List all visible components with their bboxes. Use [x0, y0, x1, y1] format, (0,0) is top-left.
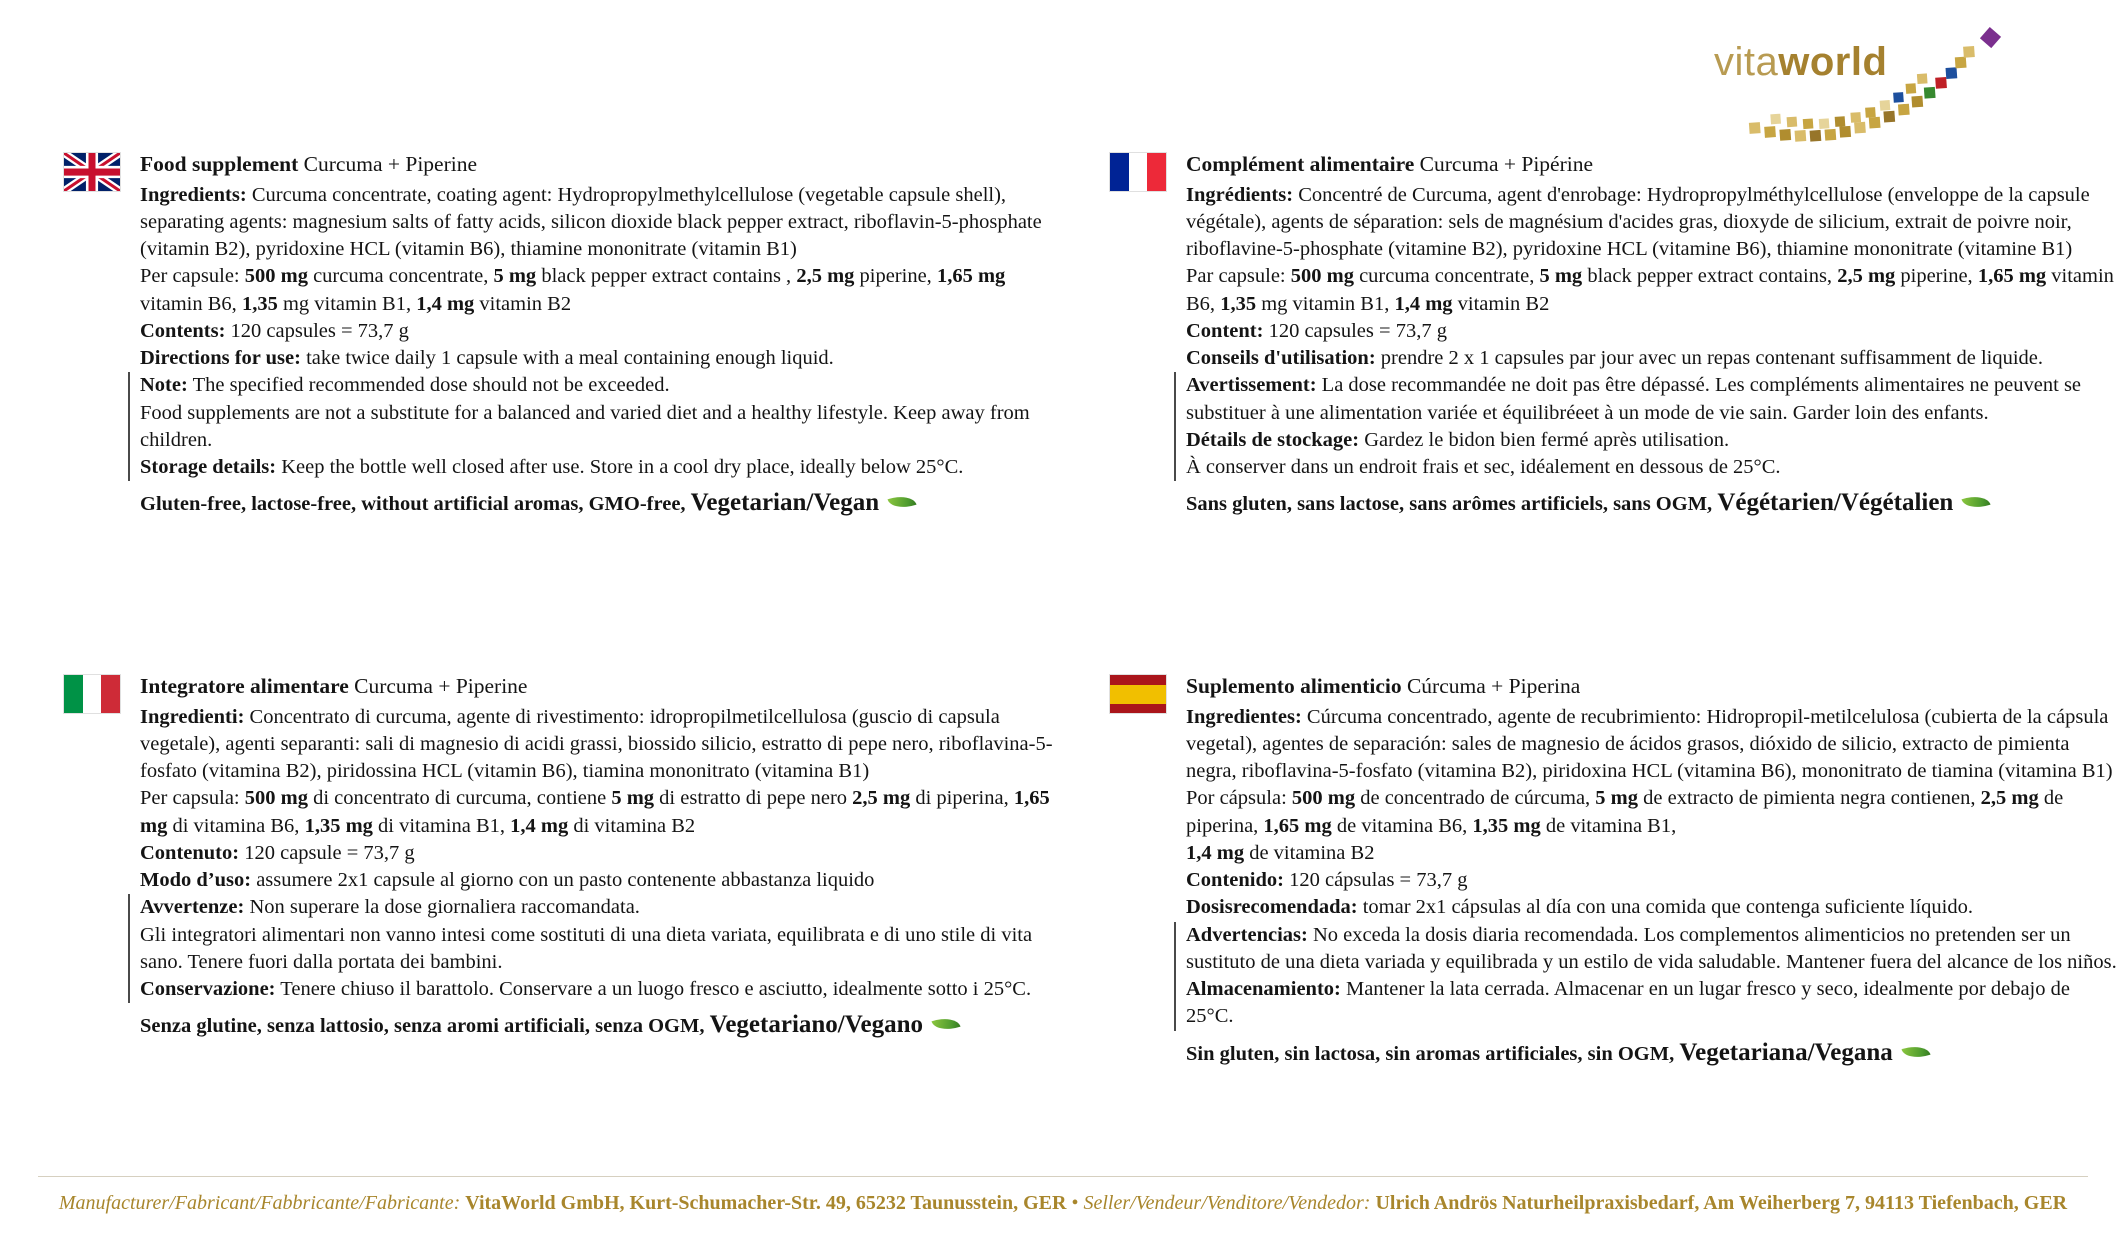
text-segment: Végétarien/Végétalien — [1717, 489, 1954, 517]
text-segment: VitaWorld GmbH, Kurt-Schumacher-Str. 49, 65232 Taunusstein, GER — [465, 1192, 1067, 1214]
text-segment: black pepper extract contains , — [536, 265, 797, 288]
text-segment: Conservazione: — [140, 978, 276, 1001]
text-segment: tomar 2x1 cápsulas al día con una comida que contenga suficiente líquido. — [1357, 896, 1973, 919]
text-segment: 500 mg — [244, 265, 308, 288]
text-segment: 2,5 mg — [796, 265, 855, 288]
claims — [140, 1008, 1072, 1041]
text-segment: À conserver dans un endroit frais et sec, idéalement en dessous de 25°C. — [1186, 456, 1781, 479]
text-segment: 500 mg — [244, 787, 308, 810]
text-segment: Tenere chiuso il barattolo. Conservare a un luogo fresco e asciutto, idealmente sotto i 25°C. — [275, 978, 1032, 1001]
section-french — [1186, 150, 2118, 520]
text-segment: Cúrcuma + Piperina — [1401, 674, 1581, 698]
text-segment: 1,35 mg — [304, 814, 373, 837]
section-spanish — [1186, 672, 2118, 1069]
text-segment: di estratto di pepe nero — [654, 787, 853, 810]
contents — [1186, 318, 2118, 345]
warnings — [1174, 372, 2118, 481]
product-title — [140, 672, 1072, 701]
directions — [140, 867, 1072, 894]
text-segment: Mantener la lata cerrada. Almacenar en un lugar fresco y seco, idealmente por debajo de 25°C. — [1186, 978, 2070, 1028]
leaf-icon — [888, 492, 917, 513]
warnings — [128, 372, 1072, 481]
text-segment: Avertissement: — [1186, 374, 1317, 397]
text-segment: Gli integratori alimentari non vanno intesi come sostituti di una dieta variata, equilibrata e di uno stile di vita sano. Tenere fuori dalla portata dei bambini. — [140, 923, 1033, 973]
text-segment: Dosisrecomendada: — [1186, 896, 1358, 919]
text-segment: 2,5 mg — [1837, 265, 1896, 288]
text-segment: 1,65 mg — [1977, 265, 2047, 288]
text-segment: Integratore alimentare — [140, 674, 349, 698]
text-segment: 5 mg — [493, 265, 537, 288]
text-segment: de concentrado de cúrcuma, — [1355, 787, 1596, 810]
text-segment: 120 capsule = 73,7 g — [239, 841, 415, 864]
per-capsule — [140, 263, 1072, 318]
text-segment: 1,4 mg — [416, 292, 475, 315]
per-capsule — [140, 785, 1072, 840]
text-segment: Conseils d'utilisation: — [1186, 347, 1376, 370]
text-segment: 2,5 mg — [852, 787, 911, 810]
text-segment: The specified recommended dose should not be exceeded. — [187, 374, 670, 397]
text-segment: Cúrcuma concentrado, agente de recubrimiento: Hidropropil-metilcelulosa (cubierta de la cápsula vegetal), agentes de separación: sales de magnesio de ácidos grasos, dióxido de silicio, extracto de pimienta negra, riboflavina-5-fosfato (vitamina B2), piridoxina HCL (vitamina B6), mononitrato de tiamina (vitamina B1) — [1186, 705, 2113, 783]
text-segment: Vegetarian/Vegan — [690, 489, 880, 517]
text-segment: Concentrato di curcuma, agente di rivestimento: idropropilmetilcellulosa (guscio di capsula vegetale), agenti separanti: sali di magnesio di acidi grassi, biossido silicio, estratto di pepe nero, riboflavina-5-fosfato (vitamina B2), piridossina HCL (vitamin B6), tiamina mononitrato (vitamina B1) — [140, 705, 1053, 783]
text-segment: de vitamina B1, — [1540, 814, 1677, 837]
france-flag-icon — [1110, 153, 1166, 191]
text-segment: Par capsule: — [1186, 265, 1291, 288]
text-segment: Food supplement — [140, 152, 299, 176]
text-segment: Ingredientes: — [1186, 705, 1302, 728]
claims — [1186, 1036, 2118, 1069]
text-segment: 500 mg — [1291, 787, 1356, 810]
text-segment: take twice daily 1 capsule with a meal containing enough liquid. — [300, 347, 834, 370]
section-body-french — [1186, 150, 2118, 520]
text-segment: di concentrato di curcuma, contiene — [307, 787, 612, 810]
text-segment: Contenuto: — [140, 841, 240, 864]
footer-divider — [38, 1176, 2088, 1177]
spain-flag-icon — [1110, 675, 1166, 713]
text-segment: vitamin B2 — [1452, 292, 1550, 315]
leaf-icon — [1962, 492, 1991, 513]
section-italian — [140, 672, 1072, 1042]
text-segment: mg vitamin B1, — [277, 292, 417, 315]
text-segment: di vitamina B1, — [372, 814, 511, 837]
text-segment: 1,35 — [241, 292, 278, 315]
uk-flag-icon — [64, 153, 120, 191]
text-segment: 5 mg — [611, 787, 655, 810]
text-segment: Seller/Vendeur/Venditore/Vendedor: — [1083, 1192, 1376, 1214]
text-segment: Non superare la dose giornaliera raccomandata. — [244, 896, 640, 919]
text-segment: Ingredients: — [140, 183, 247, 206]
text-segment: Curcuma + Pipérine — [1414, 152, 1594, 176]
text-segment: Storage details: — [140, 456, 277, 479]
text-segment: de vitamina B6, — [1331, 814, 1473, 837]
text-segment: 1,4 mg — [1186, 841, 1245, 864]
text-segment: Détails de stockage: — [1186, 428, 1360, 451]
text-segment: di vitamina B2 — [568, 814, 696, 837]
text-segment: 2,5 mg — [1980, 787, 2039, 810]
text-segment: mg vitamin B1, — [1256, 292, 1395, 315]
text-segment: 1,65 mg — [936, 265, 1006, 288]
contents — [140, 840, 1072, 867]
directions — [140, 345, 1072, 372]
warnings — [1174, 922, 2118, 1031]
text-segment: di piperina, — [910, 787, 1014, 810]
directions — [1186, 894, 2118, 921]
text-segment: Curcuma concentrate, coating agent: Hydropropylmethylcellulose (vegetable capsule shell), separating agents: magnesium salts of fatty acids, silicon dioxide black pepper extract, riboflavin-5-phosphate (vitamin B2), pyridoxine HCL (vitamin B6), thiamine mononitrate (vitamin B1) — [140, 183, 1042, 261]
text-segment: piperine, — [854, 265, 937, 288]
text-segment: 1,65 mg — [1263, 814, 1332, 837]
warnings — [128, 894, 1072, 1003]
text-segment: Sin gluten, sin lactosa, sin aromas artificiales, sin OGM, — [1186, 1042, 1680, 1065]
text-segment: Vegetariana/Vegana — [1679, 1038, 1893, 1066]
text-segment: Modo d’uso: — [140, 869, 252, 892]
text-segment: Avvertenze: — [140, 896, 245, 919]
text-segment: Per capsule: — [140, 265, 245, 288]
text-segment: vitamin B6, — [140, 292, 242, 315]
product-title — [1186, 672, 2118, 701]
text-segment: • — [1066, 1192, 1084, 1214]
manufacturer-seller-line — [0, 1192, 2126, 1215]
logo-world-text: world — [1778, 40, 1888, 84]
text-segment: Gluten-free, lactose-free, without artificial aromas, GMO-free, — [140, 493, 691, 516]
text-segment: Note: — [140, 374, 188, 397]
leaf-icon — [1901, 1041, 1930, 1062]
product-title — [1186, 150, 2118, 179]
text-segment: Complément alimentaire — [1186, 152, 1415, 176]
text-segment: black pepper extract contains, — [1582, 265, 1838, 288]
text-segment: 500 mg — [1290, 265, 1354, 288]
ingredients — [1186, 182, 2118, 264]
text-segment: curcuma concentrate, — [307, 265, 494, 288]
text-segment: 1,35 — [1220, 292, 1257, 315]
text-segment: di vitamina B6, — [167, 814, 305, 837]
contents — [1186, 867, 2118, 894]
text-segment: vitamin B6, — [1186, 265, 2114, 315]
text-segment: Directions for use: — [140, 347, 301, 370]
text-segment: Suplemento alimenticio — [1186, 674, 1402, 698]
per-capsule — [1186, 785, 2118, 867]
italy-flag-icon — [64, 675, 120, 713]
text-segment: 120 capsules = 73,7 g — [225, 319, 409, 342]
ingredients — [140, 704, 1072, 786]
text-segment: 120 capsules = 73,7 g — [1263, 319, 1447, 342]
text-segment: Senza glutine, senza lattosio, senza aromi artificiali, senza OGM, — [140, 1015, 710, 1038]
text-segment: 1,4 mg — [1394, 292, 1453, 315]
ingredients — [140, 182, 1072, 264]
text-segment: Vegetariano/Vegano — [709, 1011, 924, 1039]
text-segment: 120 cápsulas = 73,7 g — [1283, 869, 1468, 892]
text-segment: Por cápsula: — [1186, 787, 1292, 810]
text-segment: prendre 2 x 1 capsules par jour avec un repas contenant suffisamment de liquide. — [1375, 347, 2044, 370]
text-segment: Concentré de Curcuma, agent d'enrobage: Hydropropylméthylcellulose (enveloppe de la capsule végétale), agents de séparation: sels de magnésium d'acides gras, dioxyde de silicium, extrait de poivre noir, riboflavine-5-phosphate (vitamine B2), pyridoxine HCL (vitamine B6), thiamine mononitrate (vitamine B1) — [1186, 183, 2090, 261]
text-segment: Keep the bottle well closed after use. Store in a cool dry place, ideally below 25°C. — [276, 456, 964, 479]
text-segment: 1,65 mg — [140, 787, 1050, 837]
text-segment: Gardez le bidon bien fermé après utilisation. — [1359, 428, 1730, 451]
section-body-spanish — [1186, 672, 2118, 1069]
text-segment: Ingrédients: — [1186, 183, 1294, 206]
section-english — [140, 150, 1072, 520]
product-title — [140, 150, 1072, 179]
text-segment: Contents: — [140, 319, 226, 342]
claims — [1186, 486, 2118, 519]
text-segment: 5 mg — [1595, 787, 1638, 810]
section-body-english — [140, 150, 1072, 520]
text-segment: assumere 2x1 capsule al giorno con un pasto contenente abbastanza liquido — [251, 869, 875, 892]
text-segment: vitamin B2 — [474, 292, 572, 315]
text-segment: Ingredienti: — [140, 705, 245, 728]
logo-wordmark — [1714, 40, 1887, 85]
contents — [140, 318, 1072, 345]
text-segment: 1,35 mg — [1472, 814, 1541, 837]
leaf-icon — [931, 1014, 960, 1035]
per-capsule — [1186, 263, 2118, 318]
text-segment: Advertencias: — [1186, 923, 1308, 946]
text-segment: Sans gluten, sans lactose, sans arômes artificiels, sans OGM, — [1186, 493, 1718, 516]
text-segment: piperine, — [1895, 265, 1978, 288]
text-segment: de vitamina B2 — [1244, 841, 1375, 864]
text-segment: Per capsula: — [140, 787, 245, 810]
text-segment: Food supplements are not a substitute for a balanced and varied diet and a healthy lifestyle. Keep away from children. — [140, 401, 1030, 451]
directions — [1186, 345, 2118, 372]
ingredients — [1186, 704, 2118, 786]
text-segment: curcuma concentrate, — [1353, 265, 1540, 288]
text-segment: Ulrich Andrös Naturheilpraxisbedarf, Am Weiherberg 7, 94113 Tiefenbach, GER — [1375, 1192, 2068, 1214]
text-segment: Curcuma + Piperine — [298, 152, 478, 176]
text-segment: Content: — [1186, 319, 1264, 342]
logo-vita-text: vita — [1714, 40, 1779, 84]
text-segment: Contenido: — [1186, 869, 1284, 892]
vitaworld-logo — [1696, 26, 2056, 156]
text-segment: de piperina, — [1186, 787, 2064, 837]
text-segment: de extracto de pimienta negra contienen, — [1638, 787, 1981, 810]
text-segment: Curcuma + Piperine — [348, 674, 528, 698]
text-segment: No exceda la dosis diaria recomendada. Los complementos alimenticios no pretenden ser un sustituto de una dieta variada y equilibrada y un estilo de vida saludable. Mantener fuera del alcance de los niños. — [1186, 923, 2117, 973]
text-segment: 5 mg — [1539, 265, 1583, 288]
claims — [140, 486, 1072, 519]
text-segment: Almacenamiento: — [1186, 978, 1341, 1001]
text-segment: La dose recommandée ne doit pas être dépassé. Les compléments alimentaires ne peuvent se substituer à une alimentation variée et équilibréeet à un mode de vie sain. Garder loin des enfants. — [1186, 374, 2082, 424]
text-segment: 1,4 mg — [510, 814, 569, 837]
text-segment: Manufacturer/Fabricant/Fabbricante/Fabricante: — [58, 1192, 466, 1214]
section-body-italian — [140, 672, 1072, 1042]
